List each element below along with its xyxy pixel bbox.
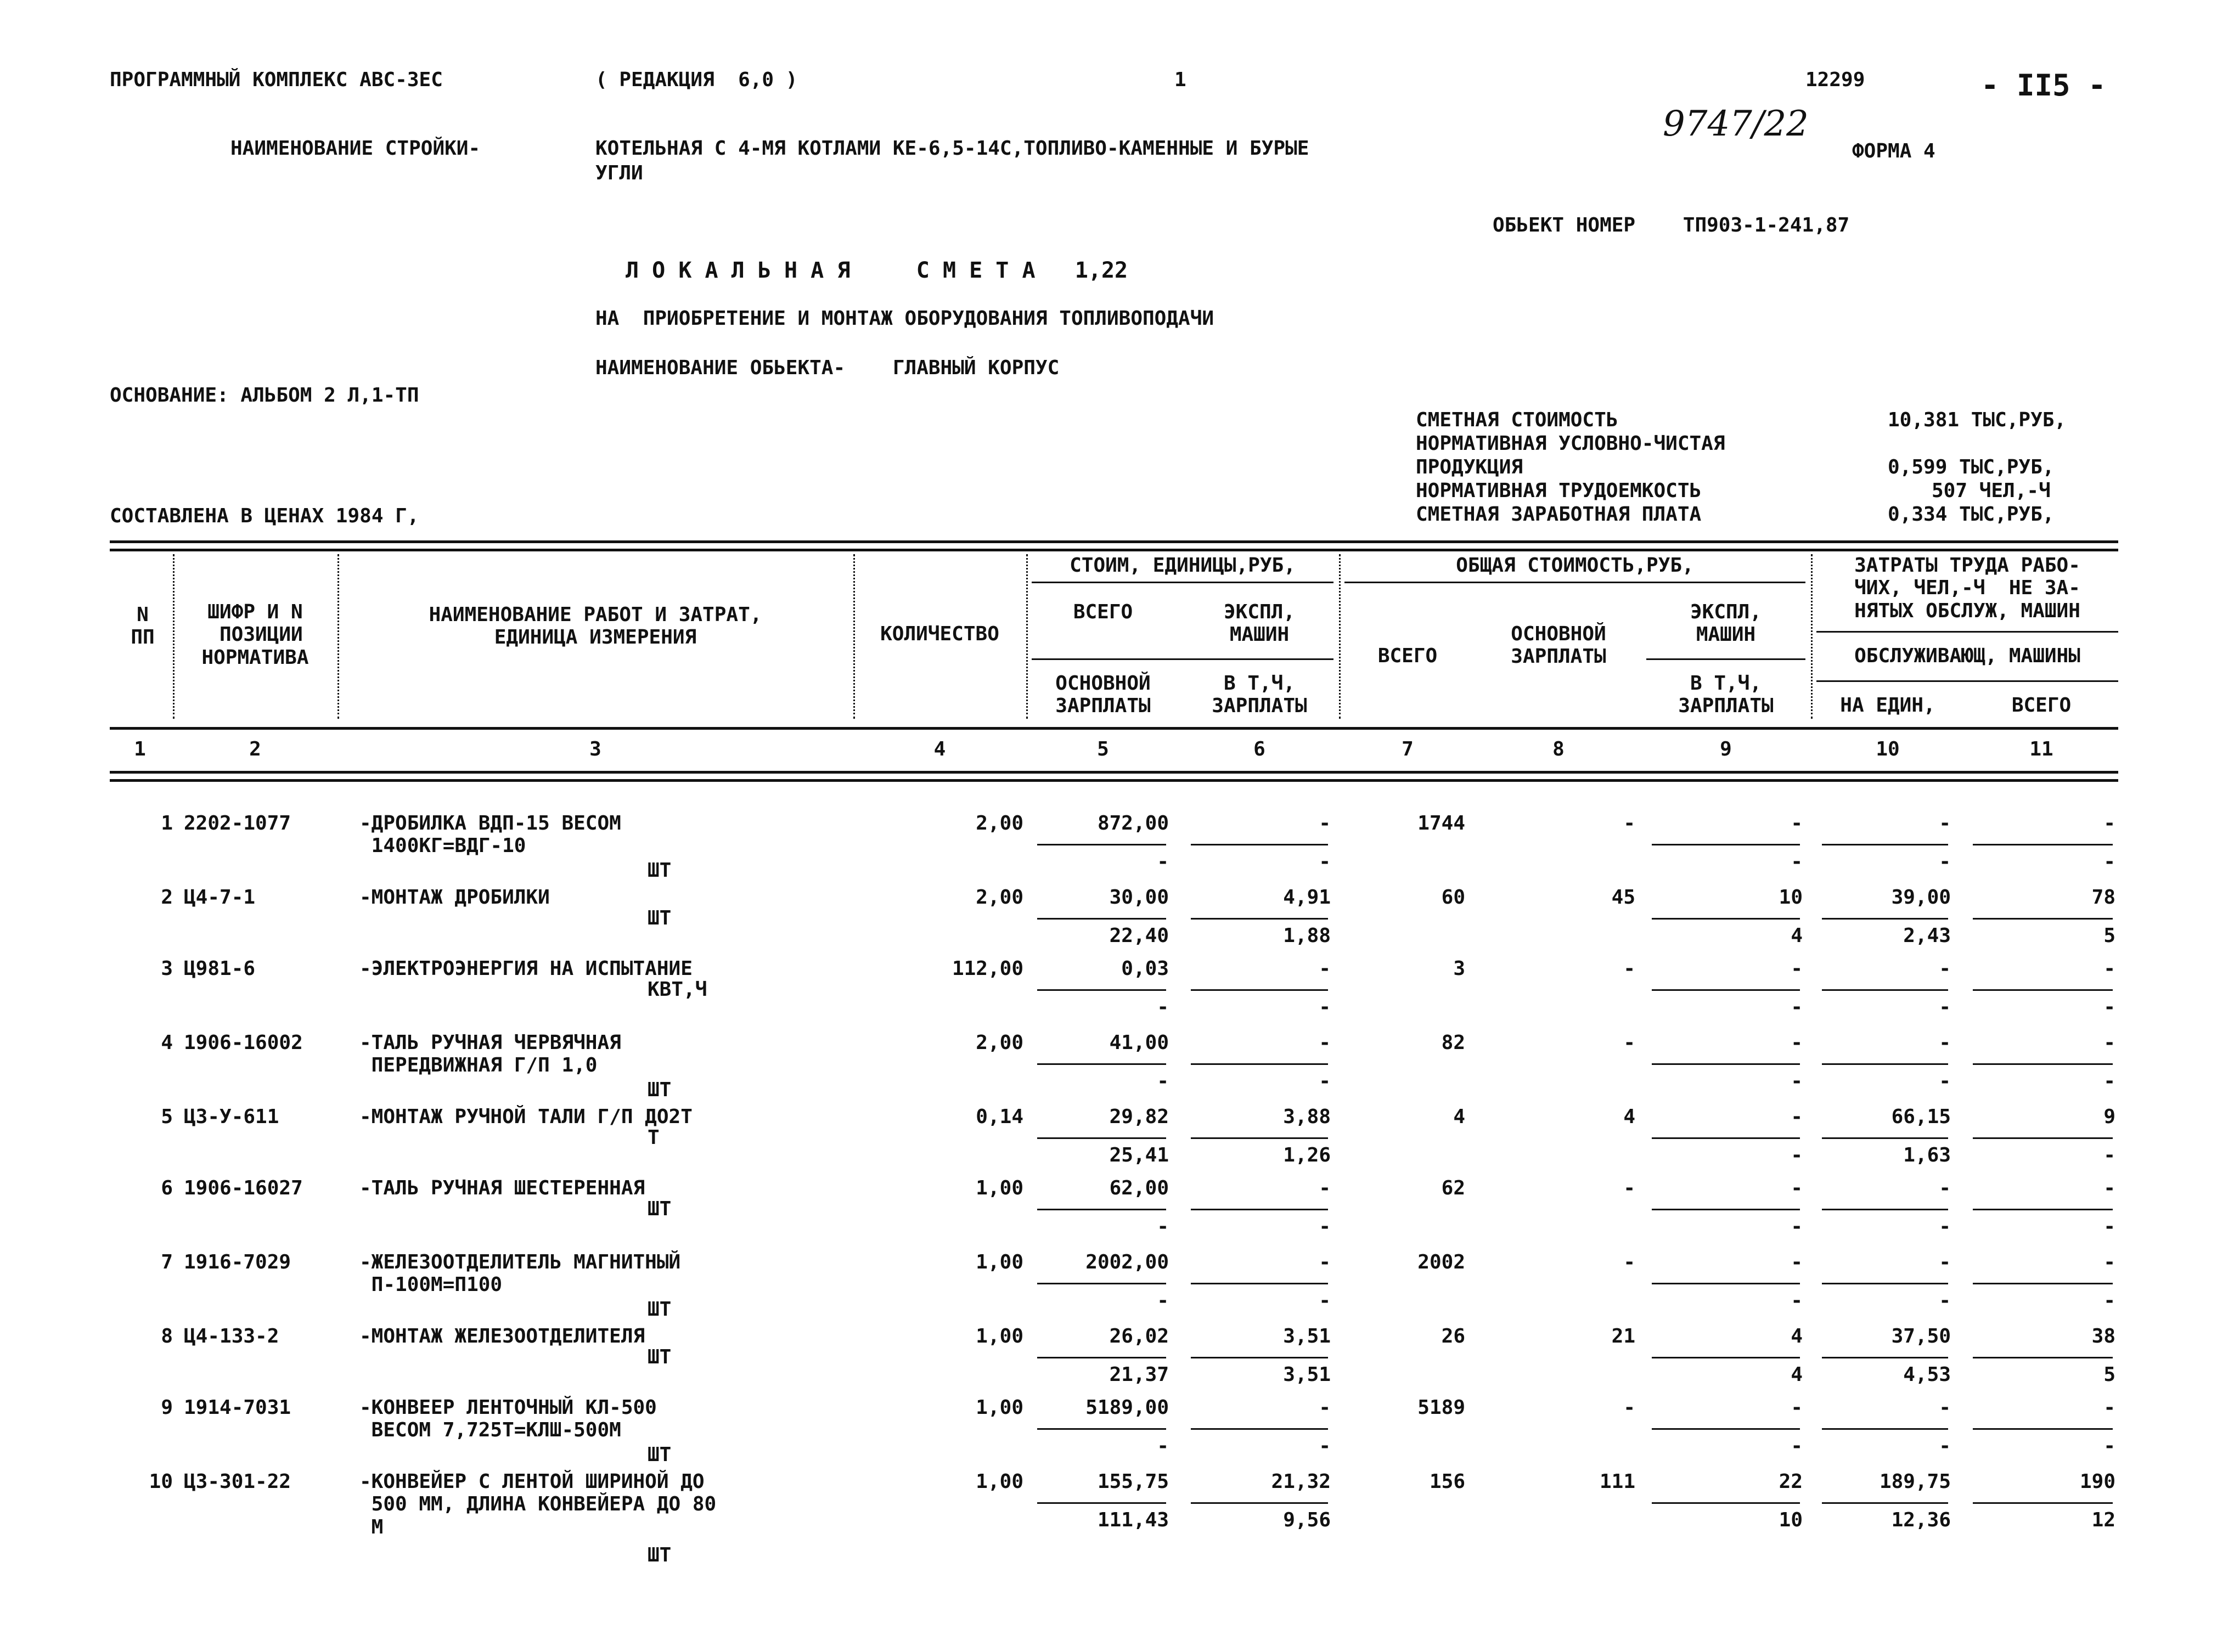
edition: ( РЕДАКЦИЯ 6,0 ) <box>595 69 798 91</box>
row-t-mach: - <box>1791 957 1803 980</box>
row-separator <box>1822 1502 1948 1504</box>
row-u-total: 872,00 <box>1097 812 1169 835</box>
row-t-total: 82 <box>1441 1031 1465 1054</box>
row-separator <box>1037 1357 1166 1358</box>
row-t-base: - <box>1623 1396 1635 1419</box>
row-separator <box>1037 844 1166 845</box>
construction-name-line1: КОТЕЛЬНАЯ С 4-МЯ КОТЛАМИ КЕ-6,5-14С,ТОПЛИВО-КАМЕННЫЕ И БУРЫЕ <box>595 137 1309 160</box>
row-separator <box>1973 1357 2113 1358</box>
row-u-incl: - <box>1319 996 1331 1018</box>
row-t-mach: - <box>1791 1031 1803 1054</box>
row-name: -МОНТАЖ ЖЕЛЕЗООТДЕЛИТЕЛЯ <box>359 1325 645 1347</box>
row-lab2-unit: - <box>1939 850 1951 873</box>
row-code: 1906-16002 <box>184 1031 303 1054</box>
row-separator <box>1652 1502 1800 1504</box>
table-top-rule <box>110 540 2118 543</box>
row-u-base: - <box>1157 996 1169 1018</box>
col-header-name: НАИМЕНОВАНИЕ РАБОТ И ЗАТРАТ, ЕДИНИЦА ИЗМЕРЕНИЯ <box>429 604 762 649</box>
row-unit: ШТ <box>648 859 672 882</box>
row-t-incl: 10 <box>1779 1509 1803 1531</box>
row-lab2-unit: 12,36 <box>1891 1509 1951 1531</box>
row-name: -МОНТАЖ ДРОБИЛКИ <box>359 886 550 909</box>
row-qty: 2,00 <box>976 1031 1023 1054</box>
row-n: 9 <box>161 1396 173 1419</box>
row-lab-unit: 66,15 <box>1891 1106 1951 1128</box>
row-code: 1906-16027 <box>184 1177 303 1199</box>
row-n: 6 <box>161 1177 173 1199</box>
row-u-mach: 21,32 <box>1271 1470 1331 1493</box>
group-header-labor: ЗАТРАТЫ ТРУДА РАБО- ЧИХ, ЧЕЛ,-Ч НЕ ЗА- НЯТЫХ ОБСЛУЖ, МАШИН <box>1854 554 2080 622</box>
row-code: 1916-7029 <box>184 1251 291 1273</box>
construction-name-line2: УГЛИ <box>595 162 643 184</box>
row-u-base: - <box>1157 1289 1169 1312</box>
col-num-10: 10 <box>1876 738 1900 760</box>
row-unit: ШТ <box>648 1298 672 1321</box>
summary-value-wages: 0,334 ТЫС,РУБ, <box>1888 503 2055 526</box>
row-separator <box>1973 844 2113 845</box>
row-t-total: 3 <box>1453 957 1465 980</box>
row-lab-unit: - <box>1939 1396 1951 1419</box>
row-t-mach: - <box>1791 1251 1803 1273</box>
row-u-mach: - <box>1319 812 1331 835</box>
col-header-labor-serv: ОБСЛУЖИВАЮЩ, МАШИНЫ <box>1854 645 2080 667</box>
row-u-mach: - <box>1319 957 1331 980</box>
col-num-8: 8 <box>1552 738 1565 760</box>
row-name: -ЖЕЛЕЗООТДЕЛИТЕЛЬ МАГНИТНЫЙ П-100М=П100 <box>359 1251 681 1296</box>
row-t-mach: 22 <box>1779 1470 1803 1493</box>
row-lab2-unit: - <box>1939 1215 1951 1238</box>
row-t-base: 4 <box>1623 1106 1635 1128</box>
row-u-incl: 1,88 <box>1283 924 1331 947</box>
col-num-1: 1 <box>134 738 146 760</box>
row-separator <box>1652 1063 1800 1065</box>
row-lab2-all: 12 <box>2091 1509 2115 1531</box>
row-name: -ТАЛЬ РУЧНАЯ ЧЕРВЯЧНАЯ ПЕРЕДВИЖНАЯ Г/П 1,0 <box>359 1031 621 1077</box>
row-separator <box>1037 918 1166 920</box>
col-header-qty: КОЛИЧЕСТВО <box>880 623 999 645</box>
row-t-total: 2002 <box>1417 1251 1465 1273</box>
sheet-number: - II5 - <box>1981 68 2106 103</box>
col-header-code: ШИФР И N ПОЗИЦИИ НОРМАТИВА <box>201 601 309 669</box>
row-separator <box>1822 1209 1948 1210</box>
row-separator <box>1822 989 1948 991</box>
row-lab2-all: - <box>2103 1215 2115 1238</box>
row-qty: 1,00 <box>976 1325 1023 1347</box>
row-u-mach: - <box>1319 1251 1331 1273</box>
row-separator <box>1037 1283 1166 1284</box>
row-separator <box>1037 1502 1166 1504</box>
row-unit: ШТ <box>648 1198 672 1220</box>
row-u-total: 155,75 <box>1097 1470 1169 1493</box>
row-name: -ДРОБИЛКА ВДП-15 ВЕСОМ 1400КГ=ВДГ-10 <box>359 812 621 858</box>
row-t-total: 26 <box>1441 1325 1465 1347</box>
object-number: ОБЬЕКТ НОМЕР ТП903-1-241,87 <box>1493 214 1850 236</box>
row-separator <box>1973 1428 2113 1430</box>
row-separator <box>1652 844 1800 845</box>
row-u-total: 0,03 <box>1121 957 1169 980</box>
row-lab-all: - <box>2103 1177 2115 1199</box>
row-u-mach: 3,51 <box>1283 1325 1331 1347</box>
row-u-mach: 3,88 <box>1283 1106 1331 1128</box>
row-lab2-unit: - <box>1939 1289 1951 1312</box>
group-header-unit-cost: СТОИМ, ЕДИНИЦЫ,РУБ, <box>1070 554 1296 577</box>
row-lab-unit: - <box>1939 1251 1951 1273</box>
row-code: 1914-7031 <box>184 1396 291 1419</box>
row-separator <box>1973 1137 2113 1139</box>
row-lab-all: - <box>2103 1396 2115 1419</box>
row-u-incl: 3,51 <box>1283 1363 1331 1386</box>
row-lab2-all: 5 <box>2103 924 2115 947</box>
row-separator <box>1973 1209 2113 1210</box>
row-lab-unit: - <box>1939 812 1951 835</box>
program-name: ПРОГРАММНЫЙ КОМПЛЕКС АВС-3ЕС <box>110 69 443 91</box>
col-header-unit-incl: В Т,Ч, ЗАРПЛАТЫ <box>1212 672 1307 718</box>
row-separator <box>1973 918 2113 920</box>
summary-value-labor: 507 ЧЕЛ,-Ч <box>1932 480 2051 502</box>
row-t-mach: - <box>1791 1177 1803 1199</box>
row-name: -ЭЛЕКТРОЭНЕРГИЯ НА ИСПЫТАНИЕ <box>359 957 693 980</box>
row-u-base: - <box>1157 1435 1169 1457</box>
row-separator <box>1652 1137 1800 1139</box>
row-unit: Т <box>648 1126 660 1149</box>
row-separator <box>1822 1137 1948 1139</box>
summary-label-product: НОРМАТИВНАЯ УСЛОВНО-ЧИСТАЯ <box>1416 432 1725 455</box>
row-lab-unit: 37,50 <box>1891 1325 1951 1347</box>
row-t-base: 21 <box>1611 1325 1635 1347</box>
row-separator <box>1191 918 1328 920</box>
row-name: -МОНТАЖ РУЧНОЙ ТАЛИ Г/П ДО2Т <box>359 1106 693 1128</box>
row-qty: 1,00 <box>976 1396 1023 1419</box>
col-header-total-base: ОСНОВНОЙ ЗАРПЛАТЫ <box>1511 623 1606 668</box>
row-t-base: - <box>1623 1251 1635 1273</box>
row-t-mach: - <box>1791 1396 1803 1419</box>
row-lab2-unit: - <box>1939 996 1951 1018</box>
row-lab-all: - <box>2103 1031 2115 1054</box>
row-separator <box>1037 1137 1166 1139</box>
row-lab2-all: - <box>2103 1070 2115 1092</box>
row-name: -ТАЛЬ РУЧНАЯ ШЕСТЕРЕННАЯ <box>359 1177 645 1199</box>
table-top-rule-2 <box>110 549 2118 551</box>
row-lab-all: 9 <box>2103 1106 2115 1128</box>
row-lab-all: 78 <box>2091 886 2115 909</box>
row-separator <box>1973 989 2113 991</box>
col-num-7: 7 <box>1402 738 1414 760</box>
row-u-total: 2002,00 <box>1085 1251 1169 1273</box>
column-numbers-rule-2 <box>110 779 2118 782</box>
basis: ОСНОВАНИЕ: АЛЬБОМ 2 Л,1-ТП <box>110 384 419 407</box>
row-separator <box>1822 844 1948 845</box>
row-t-incl: - <box>1791 1289 1803 1312</box>
row-unit: ШТ <box>648 1544 672 1566</box>
col-header-total-incl: В Т,Ч, ЗАРПЛАТЫ <box>1678 672 1774 718</box>
row-n: 10 <box>149 1470 173 1493</box>
summary-label-product2: ПРОДУКЦИЯ <box>1416 456 1523 478</box>
row-separator <box>1037 1428 1166 1430</box>
row-name: -КОНВЕЙЕР С ЛЕНТОЙ ШИРИНОЙ ДО 500 ММ, ДЛИНА КОНВЕЙЕРА ДО 80 М <box>359 1470 717 1538</box>
col-num-6: 6 <box>1253 738 1265 760</box>
row-t-mach: 10 <box>1779 886 1803 909</box>
row-lab2-unit: 1,63 <box>1903 1144 1951 1166</box>
row-lab-unit: 189,75 <box>1879 1470 1951 1493</box>
row-separator <box>1822 1428 1948 1430</box>
summary-label-cost: СМЕТНАЯ СТОИМОСТЬ <box>1416 409 1618 431</box>
row-lab2-unit: - <box>1939 1070 1951 1092</box>
row-u-incl: - <box>1319 1289 1331 1312</box>
row-u-total: 62,00 <box>1109 1177 1169 1199</box>
row-u-total: 29,82 <box>1109 1106 1169 1128</box>
form-number: ФОРМА 4 <box>1852 140 1935 162</box>
handwritten-number: 9747/22 <box>1663 104 1809 144</box>
row-t-total: 5189 <box>1417 1396 1465 1419</box>
row-lab-unit: - <box>1939 1177 1951 1199</box>
col-num-9: 9 <box>1720 738 1732 760</box>
row-lab2-all: - <box>2103 1144 2115 1166</box>
summary-value-product: 0,599 ТЫС,РУБ, <box>1888 456 2055 478</box>
row-u-incl: 9,56 <box>1283 1509 1331 1531</box>
row-separator <box>1191 844 1328 845</box>
row-t-total: 62 <box>1441 1177 1465 1199</box>
document-subtitle: НА ПРИОБРЕТЕНИЕ И МОНТАЖ ОБОРУДОВАНИЯ ТОПЛИВОПОДАЧИ <box>595 307 1214 330</box>
group-header-total-cost: ОБЩАЯ СТОИМОСТЬ,РУБ, <box>1456 554 1694 577</box>
row-separator <box>1037 1063 1166 1065</box>
row-qty: 2,00 <box>976 812 1023 835</box>
row-lab-all: - <box>2103 957 2115 980</box>
row-unit: ШТ <box>648 1444 672 1466</box>
row-qty: 0,14 <box>976 1106 1023 1128</box>
row-lab-all: - <box>2103 812 2115 835</box>
row-t-mach: - <box>1791 812 1803 835</box>
row-u-incl: 1,26 <box>1283 1144 1331 1166</box>
row-n: 7 <box>161 1251 173 1273</box>
row-code: 2202-1077 <box>184 812 291 835</box>
row-t-base: - <box>1623 812 1635 835</box>
row-separator <box>1652 1357 1800 1358</box>
row-separator <box>1037 989 1166 991</box>
row-t-mach: - <box>1791 1106 1803 1128</box>
object-name: НАИМЕНОВАНИЕ ОБЬЕКТА- ГЛАВНЫЙ КОРПУС <box>595 357 1060 379</box>
summary-label-wages: СМЕТНАЯ ЗАРАБОТНАЯ ПЛАТА <box>1416 503 1702 526</box>
row-unit: ШТ <box>648 907 672 929</box>
col-num-4: 4 <box>933 738 946 760</box>
row-code: Ц4-7-1 <box>184 886 256 909</box>
row-name: -КОНВЕЕР ЛЕНТОЧНЫЙ КЛ-500 ВЕСОМ 7,725Т=КЛШ-500М <box>359 1396 657 1442</box>
row-separator <box>1973 1502 2113 1504</box>
row-n: 5 <box>161 1106 173 1128</box>
col-num-5: 5 <box>1097 738 1109 760</box>
row-lab-all: - <box>2103 1251 2115 1273</box>
row-t-base: - <box>1623 1177 1635 1199</box>
row-separator <box>1822 1283 1948 1284</box>
row-qty: 112,00 <box>952 957 1023 980</box>
document-title: Л О К А Л Ь Н А Я С М Е Т А 1,22 <box>626 258 1128 283</box>
row-separator <box>1652 1428 1800 1430</box>
row-separator <box>1191 1137 1328 1139</box>
row-qty: 1,00 <box>976 1177 1023 1199</box>
row-u-mach: - <box>1319 1177 1331 1199</box>
row-separator <box>1652 1283 1800 1284</box>
row-unit: ШТ <box>648 1346 672 1368</box>
row-u-mach: - <box>1319 1396 1331 1419</box>
row-code: Ц981-6 <box>184 957 256 980</box>
row-t-incl: - <box>1791 1215 1803 1238</box>
col-header-labor-unit: НА ЕДИН, <box>1840 694 1935 717</box>
row-u-mach: - <box>1319 1031 1331 1054</box>
row-u-base: - <box>1157 1070 1169 1092</box>
col-num-2: 2 <box>249 738 261 760</box>
row-u-total: 26,02 <box>1109 1325 1169 1347</box>
row-t-base: 111 <box>1599 1470 1635 1493</box>
row-separator <box>1652 918 1800 920</box>
row-u-base: - <box>1157 1215 1169 1238</box>
col-header-unit-base: ОСНОВНОЙ ЗАРПЛАТЫ <box>1055 672 1151 718</box>
summary-value-cost: 10,381 ТЫС,РУБ, <box>1888 409 2067 431</box>
row-separator <box>1191 1283 1328 1284</box>
row-separator <box>1652 989 1800 991</box>
construction-label: НАИМЕНОВАНИЕ СТРОЙКИ- <box>230 137 481 160</box>
row-t-incl: 4 <box>1791 1363 1803 1386</box>
row-u-incl: - <box>1319 1215 1331 1238</box>
row-lab-unit: 39,00 <box>1891 886 1951 909</box>
row-lab2-unit: 4,53 <box>1903 1363 1951 1386</box>
row-t-mach: 4 <box>1791 1325 1803 1347</box>
row-unit: ШТ <box>648 1079 672 1101</box>
row-lab2-unit: - <box>1939 1435 1951 1457</box>
row-unit: КВТ,Ч <box>648 978 707 1001</box>
row-u-incl: - <box>1319 1435 1331 1457</box>
row-t-base: - <box>1623 1031 1635 1054</box>
header-bottom-rule <box>110 727 2118 730</box>
page-number: 1 <box>1174 69 1186 91</box>
row-lab2-all: - <box>2103 996 2115 1018</box>
row-t-incl: 4 <box>1791 924 1803 947</box>
col-header-unit-mach: ЭКСПЛ, МАШИН <box>1223 601 1296 646</box>
row-u-total: 41,00 <box>1109 1031 1169 1054</box>
row-t-incl: - <box>1791 1144 1803 1166</box>
row-separator <box>1652 1209 1800 1210</box>
row-n: 3 <box>161 957 173 980</box>
row-u-base: - <box>1157 850 1169 873</box>
row-u-total: 5189,00 <box>1085 1396 1169 1419</box>
row-separator <box>1822 1357 1948 1358</box>
row-n: 4 <box>161 1031 173 1054</box>
row-u-base: 22,40 <box>1109 924 1169 947</box>
row-separator <box>1973 1063 2113 1065</box>
row-lab-unit: - <box>1939 1031 1951 1054</box>
row-qty: 1,00 <box>976 1470 1023 1493</box>
row-u-incl: - <box>1319 1070 1331 1092</box>
row-qty: 2,00 <box>976 886 1023 909</box>
row-code: Ц3-301-22 <box>184 1470 291 1493</box>
row-u-mach: 4,91 <box>1283 886 1331 909</box>
row-lab2-unit: 2,43 <box>1903 924 1951 947</box>
row-code: Ц4-133-2 <box>184 1325 279 1347</box>
price-basis: СОСТАВЛЕНА В ЦЕНАХ 1984 Г, <box>110 505 419 527</box>
row-separator <box>1191 1357 1328 1358</box>
col-header-num: N ПП <box>131 604 155 649</box>
row-t-total: 4 <box>1453 1106 1465 1128</box>
col-num-3: 3 <box>589 738 601 760</box>
row-t-incl: - <box>1791 1435 1803 1457</box>
row-u-base: 21,37 <box>1109 1363 1169 1386</box>
column-numbers-rule <box>110 771 2118 774</box>
document-code: 12299 <box>1805 69 1865 91</box>
row-lab2-all: - <box>2103 850 2115 873</box>
col-num-11: 11 <box>2029 738 2053 760</box>
row-t-incl: - <box>1791 1070 1803 1092</box>
row-u-base: 111,43 <box>1097 1509 1169 1531</box>
row-code: Ц3-У-611 <box>184 1106 279 1128</box>
row-t-total: 1744 <box>1417 812 1465 835</box>
row-separator <box>1191 1209 1328 1210</box>
row-t-incl: - <box>1791 996 1803 1018</box>
row-n: 2 <box>161 886 173 909</box>
row-lab-unit: - <box>1939 957 1951 980</box>
row-separator <box>1973 1283 2113 1284</box>
row-lab2-all: - <box>2103 1289 2115 1312</box>
row-separator <box>1191 989 1328 991</box>
row-u-base: 25,41 <box>1109 1144 1169 1166</box>
row-n: 8 <box>161 1325 173 1347</box>
row-separator <box>1191 1502 1328 1504</box>
col-header-total-all: ВСЕГО <box>1377 645 1438 667</box>
row-separator <box>1037 1209 1166 1210</box>
row-lab-all: 38 <box>2091 1325 2115 1347</box>
row-separator <box>1822 918 1948 920</box>
row-u-incl: - <box>1319 850 1331 873</box>
row-lab2-all: 5 <box>2103 1363 2115 1386</box>
col-header-total-mach: ЭКСПЛ, МАШИН <box>1690 601 1762 646</box>
col-header-unit-total: ВСЕГО <box>1073 601 1133 623</box>
row-t-total: 60 <box>1441 886 1465 909</box>
col-header-labor-all: ВСЕГО <box>2011 694 2072 717</box>
row-separator <box>1822 1063 1948 1065</box>
row-t-base: 45 <box>1611 886 1635 909</box>
row-separator <box>1191 1428 1328 1430</box>
row-separator <box>1191 1063 1328 1065</box>
row-lab-all: 190 <box>2079 1470 2115 1493</box>
row-t-total: 156 <box>1429 1470 1465 1493</box>
row-t-incl: - <box>1791 850 1803 873</box>
row-t-base: - <box>1623 957 1635 980</box>
row-u-total: 30,00 <box>1109 886 1169 909</box>
row-n: 1 <box>161 812 173 835</box>
row-qty: 1,00 <box>976 1251 1023 1273</box>
summary-label-labor: НОРМАТИВНАЯ ТРУДОЕМКОСТЬ <box>1416 480 1702 502</box>
row-lab2-all: - <box>2103 1435 2115 1457</box>
